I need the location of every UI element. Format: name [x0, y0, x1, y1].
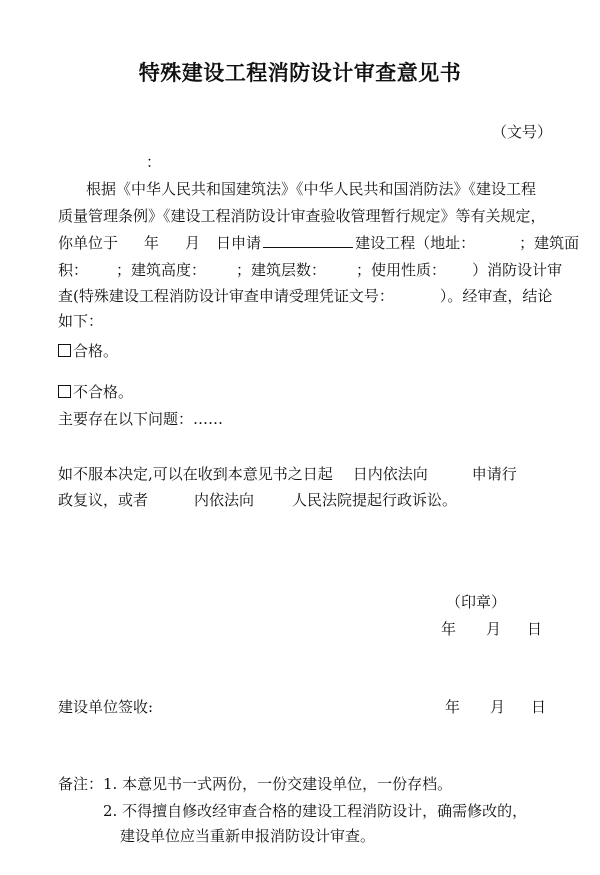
paragraph-line — [58, 311, 103, 331]
note-line-3: 建设单位应当重新申报消防设计审查。 — [120, 827, 376, 845]
body-text: 日内依法向 — [352, 465, 428, 483]
paragraph-line — [58, 179, 536, 199]
paragraph-line — [58, 260, 562, 280]
paragraph-line — [58, 206, 546, 226]
document-title: 特殊建设工程消防设计审查意见书 — [138, 61, 462, 85]
signature-year: 年 — [445, 698, 461, 716]
body-text: 建设工程（地址： — [355, 234, 476, 252]
body-text: 积： — [58, 261, 89, 279]
seal-label: （印章） — [446, 593, 507, 611]
seal-month: 月 — [486, 620, 502, 638]
note-1: 1. 本意见书一式两份，一份交建设单位，一份存档。 — [103, 775, 453, 793]
signature-day: 日 — [531, 698, 547, 716]
paragraph-line — [58, 286, 552, 306]
seal-day: 日 — [527, 620, 543, 638]
option-pass — [58, 341, 118, 361]
body-text: ；建筑层数： — [236, 261, 327, 279]
note-line-2: 2. 不得擅自修改经审查合格的建设工程消防设计，确需修改的， — [103, 802, 528, 820]
signature-label: 建设单位签收: — [58, 698, 154, 716]
option-fail — [58, 382, 133, 402]
checkbox-icon — [58, 385, 71, 398]
body-text: 如下： — [58, 312, 104, 330]
body-text: 人民法院提起行政诉讼。 — [292, 491, 458, 509]
body-text: 内依法向 — [194, 491, 255, 509]
body-text: 如不服本决定,可以在收到本意见书之日起 — [58, 465, 333, 483]
appeal-line — [58, 464, 517, 484]
seal-year: 年 — [441, 620, 457, 638]
body-text: ；使用性质： — [356, 261, 447, 279]
body-text: ）消防设计审 — [472, 261, 563, 279]
appeal-line — [58, 490, 457, 510]
body-text: 根据《中华人民共和国建筑法》《中华人民共和国消防法》《建设工程 — [86, 180, 537, 198]
seal-date — [441, 619, 542, 639]
signature-month: 月 — [490, 698, 506, 716]
checkbox-icon — [58, 344, 71, 357]
year-label: 年 — [144, 234, 160, 252]
document-number: （文号） — [492, 123, 553, 141]
body-text: 查(特殊建设工程消防设计审查申请受理凭证文号： — [58, 287, 394, 305]
option-fail-label: 不合格。 — [73, 383, 134, 401]
notes-label: 备注： — [58, 775, 104, 793]
issues-line — [58, 409, 223, 429]
body-text: 日申请 — [216, 234, 262, 252]
addressee-colon: ： — [146, 153, 162, 171]
body-text: ）。经审查，结论 — [439, 287, 553, 305]
note-line-1 — [58, 774, 452, 794]
issues-text: 主要存在以下问题：…… — [58, 410, 224, 428]
body-text: ；建筑高度： — [116, 261, 207, 279]
body-text: 申请行 — [471, 465, 517, 483]
body-text: 你单位于 — [58, 234, 119, 252]
body-text: 政复议，或者 — [58, 491, 149, 509]
paragraph-line — [58, 233, 579, 253]
month-label: 月 — [185, 234, 201, 252]
project-name-blank — [263, 233, 353, 248]
signature-date — [445, 697, 546, 717]
body-text: ；建筑面 — [519, 234, 580, 252]
option-pass-label: 合格。 — [73, 342, 119, 360]
body-text: 质量管理条例》《建设工程消防设计审查验收管理暂行规定》等有关规定， — [58, 207, 546, 225]
